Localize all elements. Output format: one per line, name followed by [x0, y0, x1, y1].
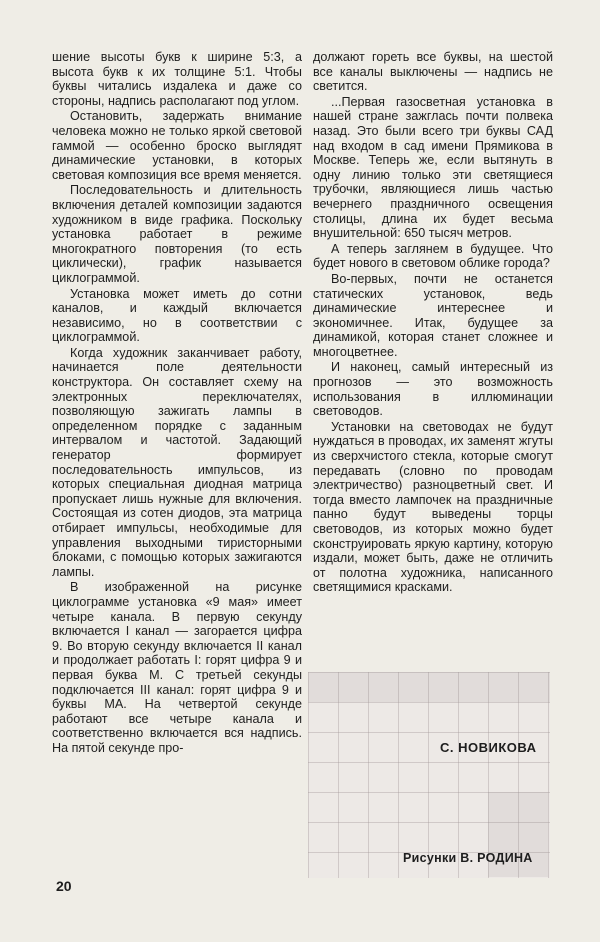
faded-cyclogram-grid	[308, 672, 550, 878]
paragraph: Во-первых, почти не останется статических установок, ведь динамические интереснее и экономичнее. Итак, будущее за динамикой, которая станет сложнее и многоцветнее.	[313, 271, 553, 359]
grid-row-shade	[308, 672, 550, 702]
paragraph: Когда художник заканчивает работу, начинается поле деятельности конструктора. Он составляет схему на электронных переключателях, позволяющую зажигать лампы в определенном порядке с заданным интервалом и частотой. Задающий генератор формирует последовательность импульсов, из которых специальная диодная матрица пропускает лишь нужные для включения. Состоящая из сотен диодов, эта матрица отбирает импульсы, необходимые для управления выходными тиристорными блоками, с помощью которых зажигаются лампы.	[52, 345, 302, 579]
paragraph: Установка может иметь до сотни каналов, и каждый включается независимо, но в соответствии с циклограммой.	[52, 286, 302, 345]
article-left-column	[52, 50, 302, 757]
paragraph: А теперь заглянем в будущее. Что будет нового в световом облике города?	[313, 241, 553, 271]
article-right-column	[313, 50, 553, 596]
paragraph: И наконец, самый интересный из прогнозов — это возможность использования в иллюминации световодов.	[313, 360, 553, 419]
illustration-credit: Рисунки В. РОДИНА	[403, 851, 533, 865]
paragraph: Остановить, задержать внимание человека можно не только яркой световой гаммой — особенно броско выглядят динамические установки, в которых световая композиция все время меняется.	[52, 109, 302, 182]
paragraph: ...Первая газосветная установка в нашей стране зажглась почти полвека назад. Это были всего три буквы САД над входом в сад имени Прямикова в Москве. Теперь же, если вытянуть в одну линию только эти светящиеся трубочки, являющиеся лишь частью вечернего праздничного освещения столицы, длина их будет весьма внушительной: 650 тысяч метров.	[313, 94, 553, 241]
page-number: 20	[56, 878, 72, 894]
paragraph: Последовательность и длительность включения деталей композиции задаются художником в виде графика. Поскольку установка работает в режиме многократного повторения (то есть циклически), график называется циклограммой.	[52, 183, 302, 285]
author-name: С. НОВИКОВА	[440, 740, 537, 755]
paragraph: шение высоты букв к ширине 5:3, а высота букв к их толщине 5:1. Чтобы буквы читались издалека и даже со стороны, надпись располагают под углом.	[52, 50, 302, 108]
paragraph: В изображенной на рисунке циклограмме установка «9 мая» имеет четыре канала. В первую секунду включается I канал — загорается цифра 9. Во вторую секунду включается II канал и продолжает работать I: горят цифра 9 и первая буква М. С третьей секунды подключается III канал: горят цифра 9 и буквы МА. На четвертой секунде работают все четыре канала и соответственно включается вся надпись. На пятой секунде про-	[52, 580, 302, 755]
paragraph: должают гореть все буквы, на шестой все каналы выключены — надпись не светится.	[313, 50, 553, 94]
paragraph: Установки на световодах не будут нуждаться в проводах, их заменят жгуты из сверхчистого стекла, которые смогут передавать (словно по проводам электричество) разноцветный свет. И тогда вместо лампочек на праздничные панно будут выведены торцы световодов, из которых можно будет сконструировать яркую картину, которую издали, может быть, даже не отличить от полотна художника, написанного светящимися красками.	[313, 419, 553, 595]
